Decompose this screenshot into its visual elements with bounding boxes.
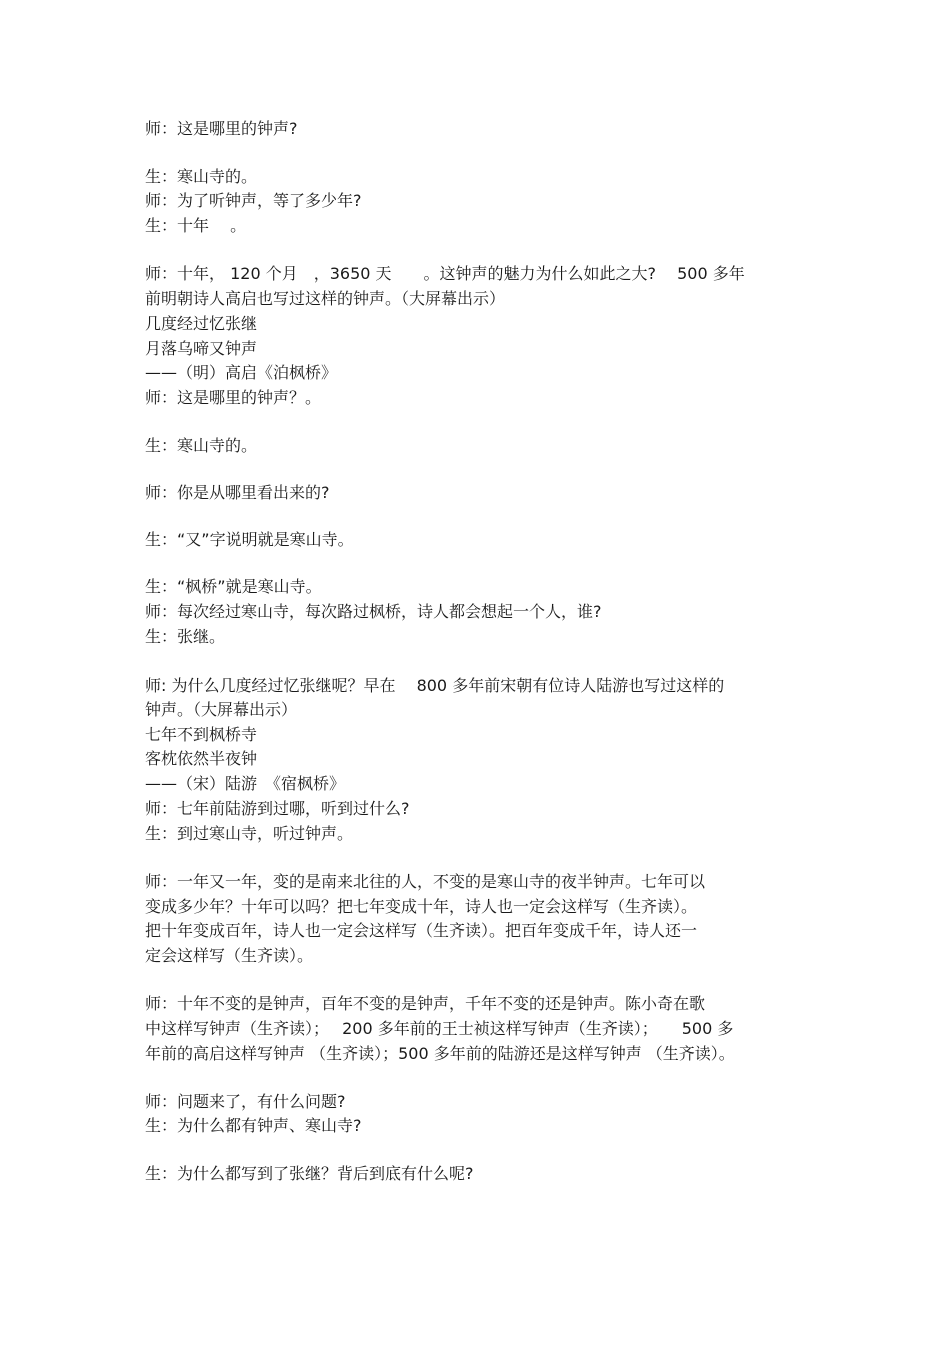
text-line: 生：到过寒山寺，听过钟声。 — [145, 824, 354, 843]
text-line: 师：你是从哪里看出来的? — [145, 483, 330, 502]
text-line: 生：为什么都有钟声、寒山寺? — [145, 1116, 362, 1135]
text-line: 师：七年前陆游到过哪，听到过什么? — [145, 799, 410, 818]
text-line: 师: 为什么几度经过忆张继呢？早在 800 多年前宋朝有位诗人陆游也写过这样的 — [145, 676, 725, 695]
text-line: 生：“又”字说明就是寒山寺。 — [145, 530, 354, 549]
text-line: 生：张继。 — [145, 627, 226, 646]
text-line: 师：这是哪里的钟声? — [145, 119, 298, 138]
text-line: 变成多少年？十年可以吗？把七年变成十年，诗人也一定会这样写（生齐读）。 — [145, 897, 698, 916]
poem-line: 七年不到枫桥寺 — [145, 725, 258, 744]
text-line: 中这样写钟声（生齐读）； 200 多年前的王士祯这样写钟声（生齐读）； 500 多 — [145, 1019, 734, 1038]
text-line: 前明朝诗人高启也写过这样的钟声。（大屏幕出示） — [145, 289, 506, 308]
text-line: 师：问题来了，有什么问题? — [145, 1092, 346, 1111]
text-line: 年前的高启这样写钟声 （生齐读）；500 多年前的陆游还是这样写钟声 （生齐读）。 — [145, 1044, 735, 1063]
text-line: 生：十年 。 — [145, 216, 247, 235]
text-line: 生：寒山寺的。 — [145, 167, 258, 186]
text-line: 师：一年又一年，变的是南来北往的人，不变的是寒山寺的夜半钟声。七年可以 — [145, 872, 706, 891]
text-line: 师：为了听钟声，等了多少年? — [145, 191, 362, 210]
text-line: 钟声。（大屏幕出示） — [145, 700, 298, 719]
poem-attribution: ——（明）高启《泊枫桥》 — [145, 363, 338, 382]
text-line: 定会这样写（生齐读）。 — [145, 946, 314, 965]
poem-line: 月落乌啼又钟声 — [145, 339, 258, 358]
text-line: 生：寒山寺的。 — [145, 436, 258, 455]
text-line: 生：“枫桥”就是寒山寺。 — [145, 577, 322, 596]
poem-attribution: ——（宋）陆游 《宿枫桥》 — [145, 774, 346, 793]
poem-line: 几度经过忆张继 — [145, 314, 258, 333]
text-line: 师：每次经过寒山寺，每次路过枫桥，诗人都会想起一个人，谁? — [145, 602, 602, 621]
text-line: 生：为什么都写到了张继？背后到底有什么呢? — [145, 1164, 474, 1183]
text-line: 师：十年， 120 个月 ，3650 天 。这钟声的魅力为什么如此之大? 500 多年 — [145, 264, 745, 283]
text-line: 把十年变成百年，诗人也一定会这样写（生齐读）。把百年变成千年，诗人还一 — [145, 921, 698, 940]
text-line: 师：这是哪里的钟声？。 — [145, 388, 322, 407]
poem-line: 客枕依然半夜钟 — [145, 749, 258, 768]
text-line: 师：十年不变的是钟声，百年不变的是钟声，千年不变的还是钟声。陈小奇在歌 — [145, 994, 706, 1013]
